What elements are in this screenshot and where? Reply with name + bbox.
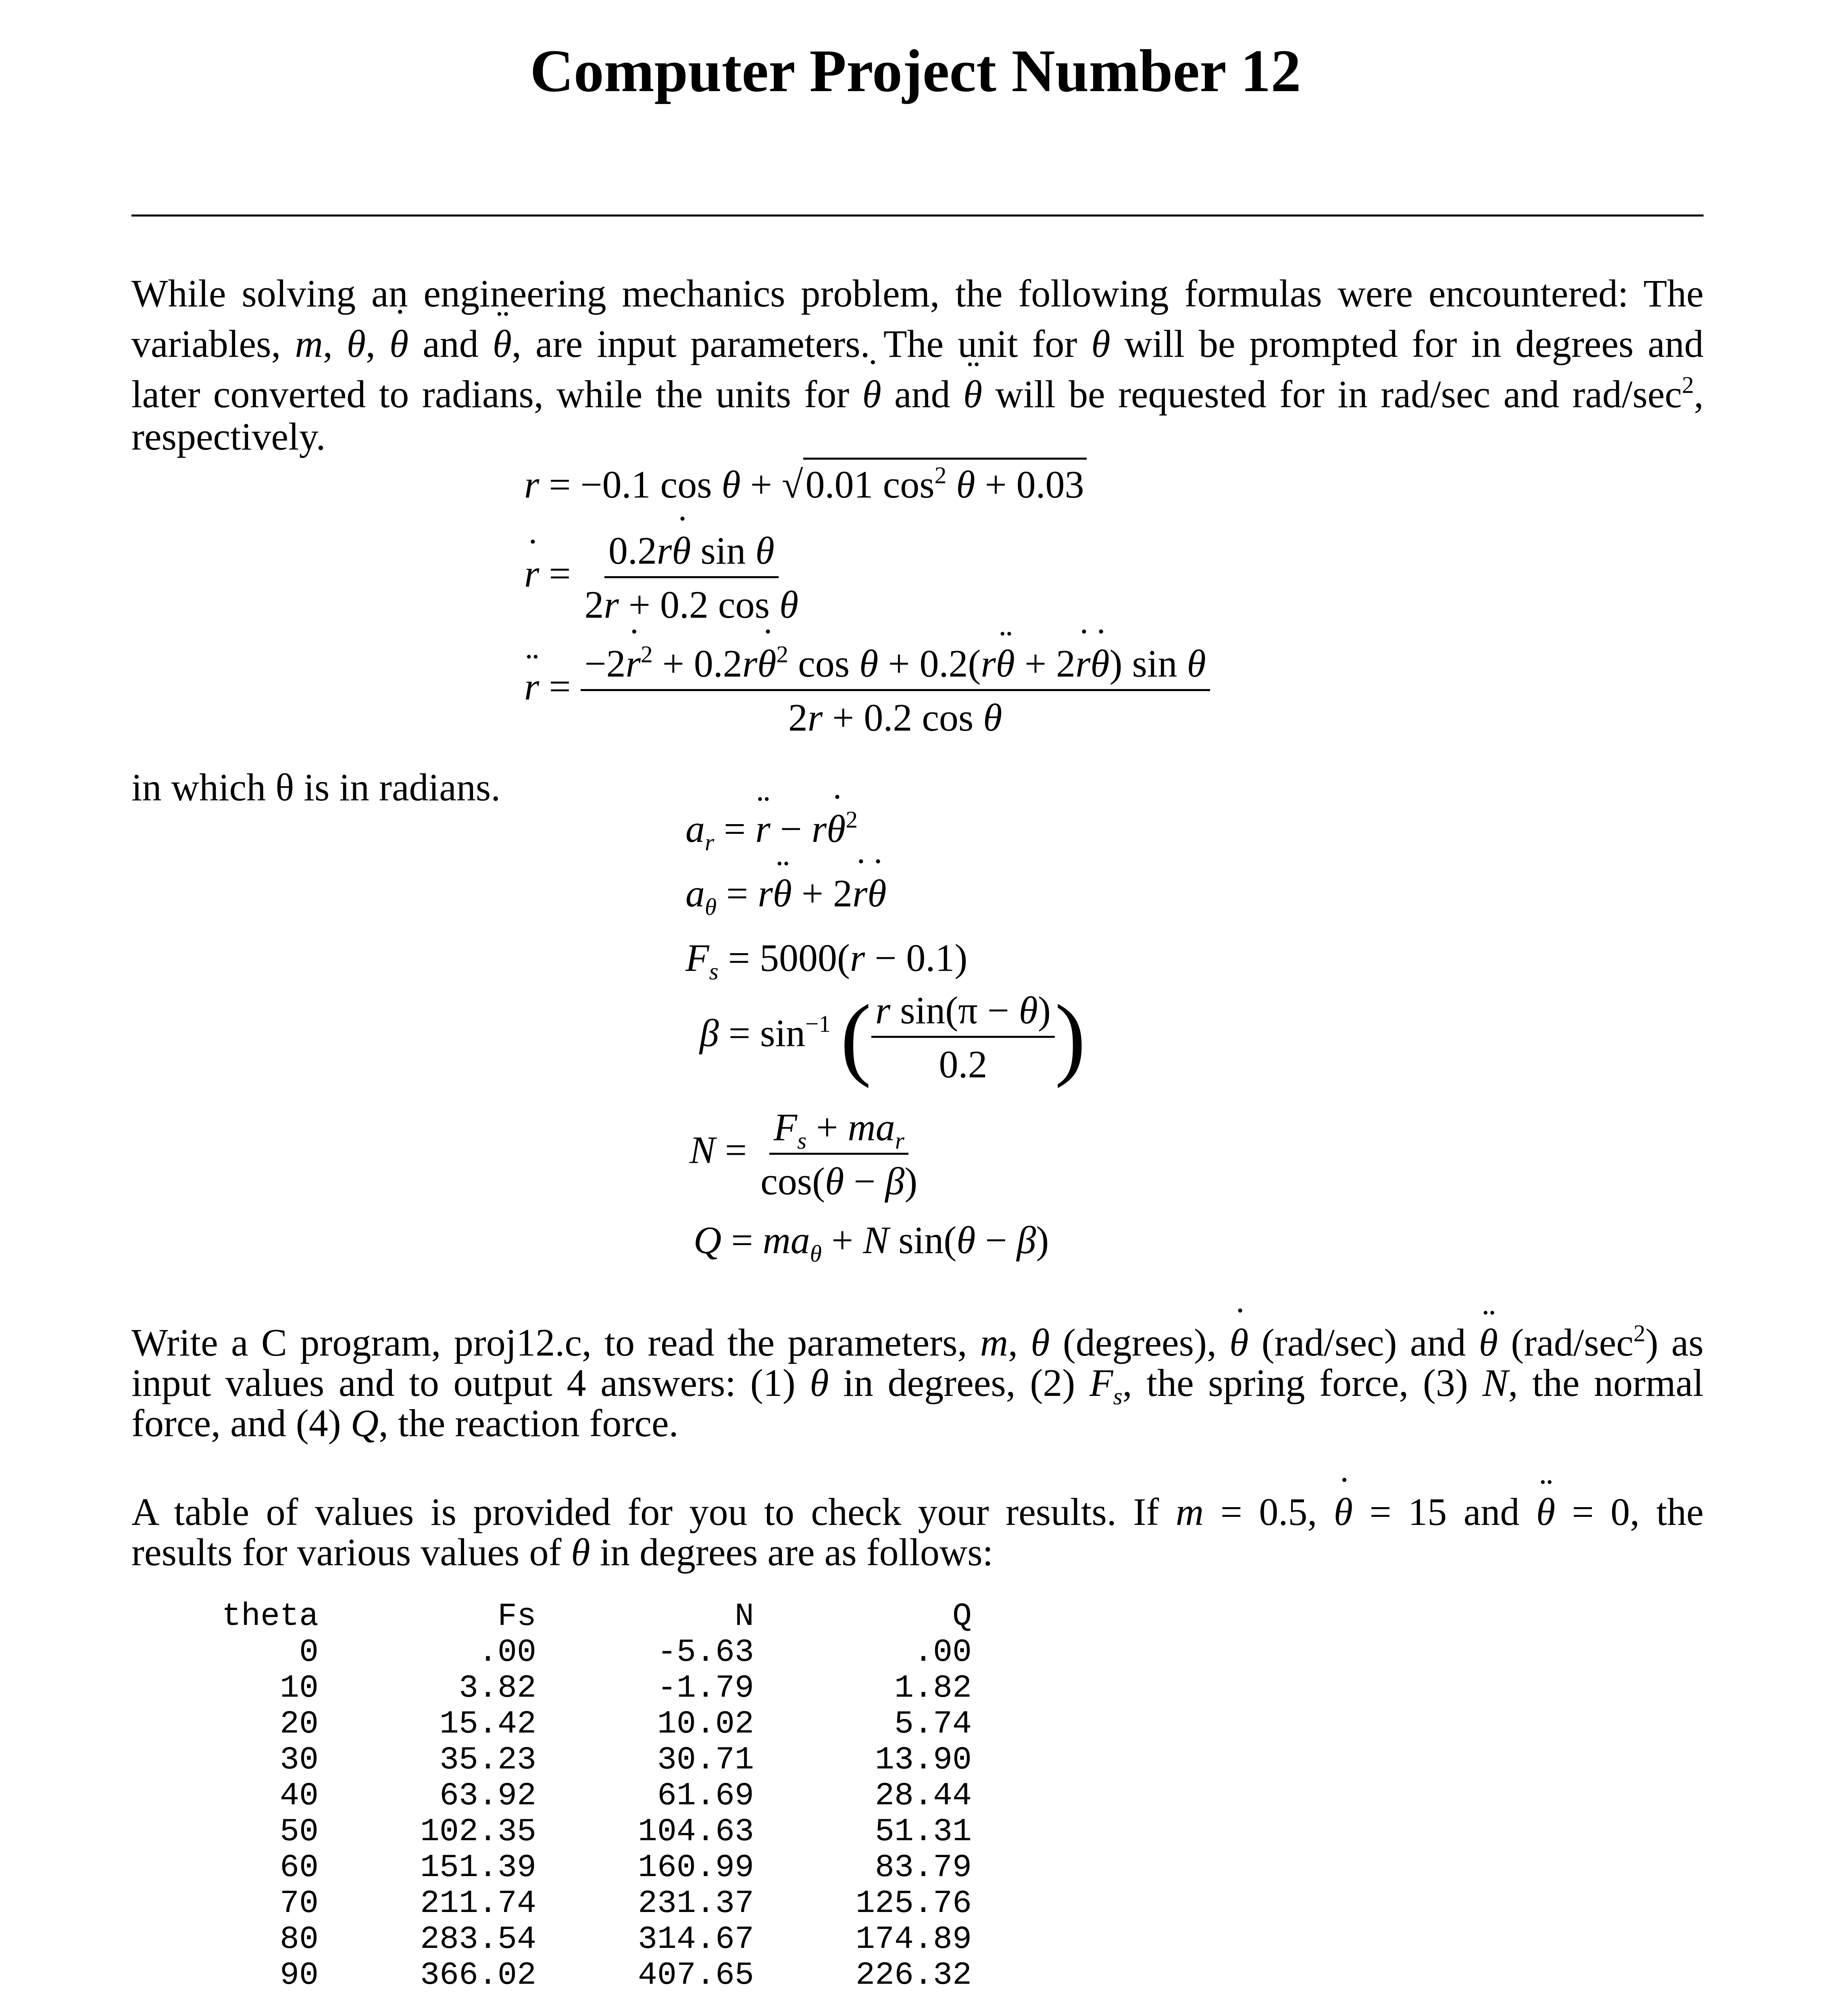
task-paragraph [131, 1322, 1704, 1443]
table-cell: -5.63 [657, 1634, 754, 1671]
table-cell: 366.02 [420, 1957, 536, 1994]
table-cell: 63.92 [439, 1778, 536, 1814]
table-cell: 28.44 [875, 1778, 972, 1814]
equation-n: N = $\frac{F_s + ma_r}{\cos(\theta - \beta)}$ [689, 1106, 918, 1203]
table-cell: 35.23 [439, 1742, 536, 1779]
table-cell: 104.63 [637, 1814, 754, 1850]
page-title: Computer Project Number 12 [530, 37, 1301, 104]
table-cell: 151.39 [420, 1849, 536, 1886]
horizontal-rule [131, 215, 1704, 217]
table-cell: 0 [299, 1634, 319, 1671]
equation-r-ddot: ¨ r = $\frac{-2˙ r^2 + 0.2r˙ \theta^2 \cos \theta + 0.2(r¨ \theta + 2˙ r˙ \theta) \sin \theta}{\text{2r + 0.2 cos θ}}$ [524, 641, 1210, 740]
table-cell: 226.32 [855, 1957, 972, 1994]
table-cell: 211.74 [420, 1885, 536, 1922]
table-cell: 51.31 [875, 1814, 972, 1850]
table-cell: 30 [279, 1742, 319, 1779]
equation-fs: $F_s = 5000(r - 0.1)$ [685, 936, 968, 985]
table-cell: 10.02 [657, 1706, 754, 1743]
task-line-3: force, and (4) Q, the reaction force. [131, 1402, 679, 1445]
table-cell: 70 [279, 1885, 319, 1922]
table-cell: 83.79 [875, 1849, 972, 1886]
table-cell: 50 [279, 1814, 319, 1850]
check-paragraph [131, 1492, 1704, 1572]
table-cell: 20 [279, 1706, 319, 1743]
table-cell: 407.65 [637, 1957, 754, 1994]
table-cell: 10 [279, 1670, 319, 1707]
equation-r: r = −0.1 cos θ + √0.01 $\cos^2 \theta + 0.03$ [524, 458, 1087, 507]
table-row [210, 1850, 972, 1886]
table-cell: 283.54 [420, 1921, 536, 1958]
table-cell: 125.76 [855, 1885, 972, 1922]
table-cell: 231.37 [637, 1885, 754, 1922]
table-cell: 5.74 [894, 1706, 972, 1743]
table-body [210, 1635, 972, 1993]
table-cell: 30.71 [657, 1742, 754, 1779]
table-cell: 1.82 [894, 1670, 972, 1707]
intro-line-4: respectively. [131, 415, 326, 458]
table-row [210, 1814, 972, 1850]
equation-a-theta: $a_\theta$ = r¨ θ + 2˙ r˙ θ [685, 871, 887, 916]
table-cell: 160.99 [637, 1849, 754, 1886]
table-row [210, 1706, 972, 1742]
intro-line-2: variables, m, θ, ˙ θ and ¨ θ, are input parameters. The unit for θ will be prompted for in degrees and [131, 319, 1704, 369]
check-line-1: A table of values is provided for you to check your results. If m = 0.5, ˙ θ = 15 and ¨ θ = 0, the [131, 1492, 1704, 1532]
table-cell: 90 [279, 1957, 319, 1994]
header-q: Q [952, 1598, 972, 1635]
table-row [210, 1635, 972, 1670]
table-row [210, 1922, 972, 1958]
equation-q: $Q = ma_\theta + N$ sin(θ − β) [694, 1218, 1049, 1267]
intro-paragraph [131, 268, 1704, 462]
header-n: N [734, 1598, 754, 1635]
table-cell: 314.67 [637, 1921, 754, 1958]
table-cell: 61.69 [657, 1778, 754, 1814]
table-cell: .00 [478, 1634, 536, 1671]
table-cell: -1.79 [657, 1670, 754, 1707]
table-row [210, 1742, 972, 1778]
radians-note: in which θ is in radians. [131, 766, 501, 809]
task-line-1: Write a C program, proj12.c, to read the parameters, m, θ (degrees), ˙ θ (rad/sec) and ¨ θ $(rad/\sec^2)$ as [131, 1322, 1704, 1363]
table-cell: 80 [279, 1921, 319, 1958]
task-line-2: input values and to output 4 answers: (1) θ in degrees, (2) $F_s$, the spring force, (3) N, the normal [131, 1361, 1704, 1410]
table-cell: 60 [279, 1849, 319, 1886]
table-cell: 102.35 [420, 1814, 536, 1850]
table-row [210, 1886, 972, 1922]
table-cell: 3.82 [458, 1670, 536, 1707]
header-theta: theta [221, 1598, 319, 1635]
header-fs: Fs [497, 1598, 536, 1635]
equation-ar: $a_r$ = ¨ r − r˙ $\theta^2$ [685, 806, 858, 851]
intro-line-3: later converted to radians, while the units for ˙ θ and ¨ θ will be requested for in rad/sec and rad/$\sec^2$, [131, 369, 1704, 419]
equation-r-dot: ˙ r = $\frac{\text{0.2r˙ θ sin θ}}{\text{2r + 0.2 cos θ}}$ [524, 528, 802, 627]
table-cell: 13.90 [875, 1742, 972, 1779]
results-table [210, 1599, 972, 1993]
table-cell: 40 [279, 1778, 319, 1814]
table-header-row [210, 1599, 972, 1635]
check-line-2: results for various values of θ in degrees are as follows: [131, 1531, 994, 1574]
table-row [210, 1670, 972, 1706]
table-cell: .00 [913, 1634, 972, 1671]
table-cell: 174.89 [855, 1921, 972, 1958]
equation-beta: $\beta = \sin^{-1}$ ( $\frac{\text{r sin(π − θ)}}{0.2}$ ) [700, 985, 1086, 1089]
table-row [210, 1958, 972, 1993]
table-cell: 15.42 [439, 1706, 536, 1743]
intro-line-1: While solving an engineering mechanics problem, the following formulas were encountered: The [131, 272, 1704, 315]
table-row [210, 1778, 972, 1814]
